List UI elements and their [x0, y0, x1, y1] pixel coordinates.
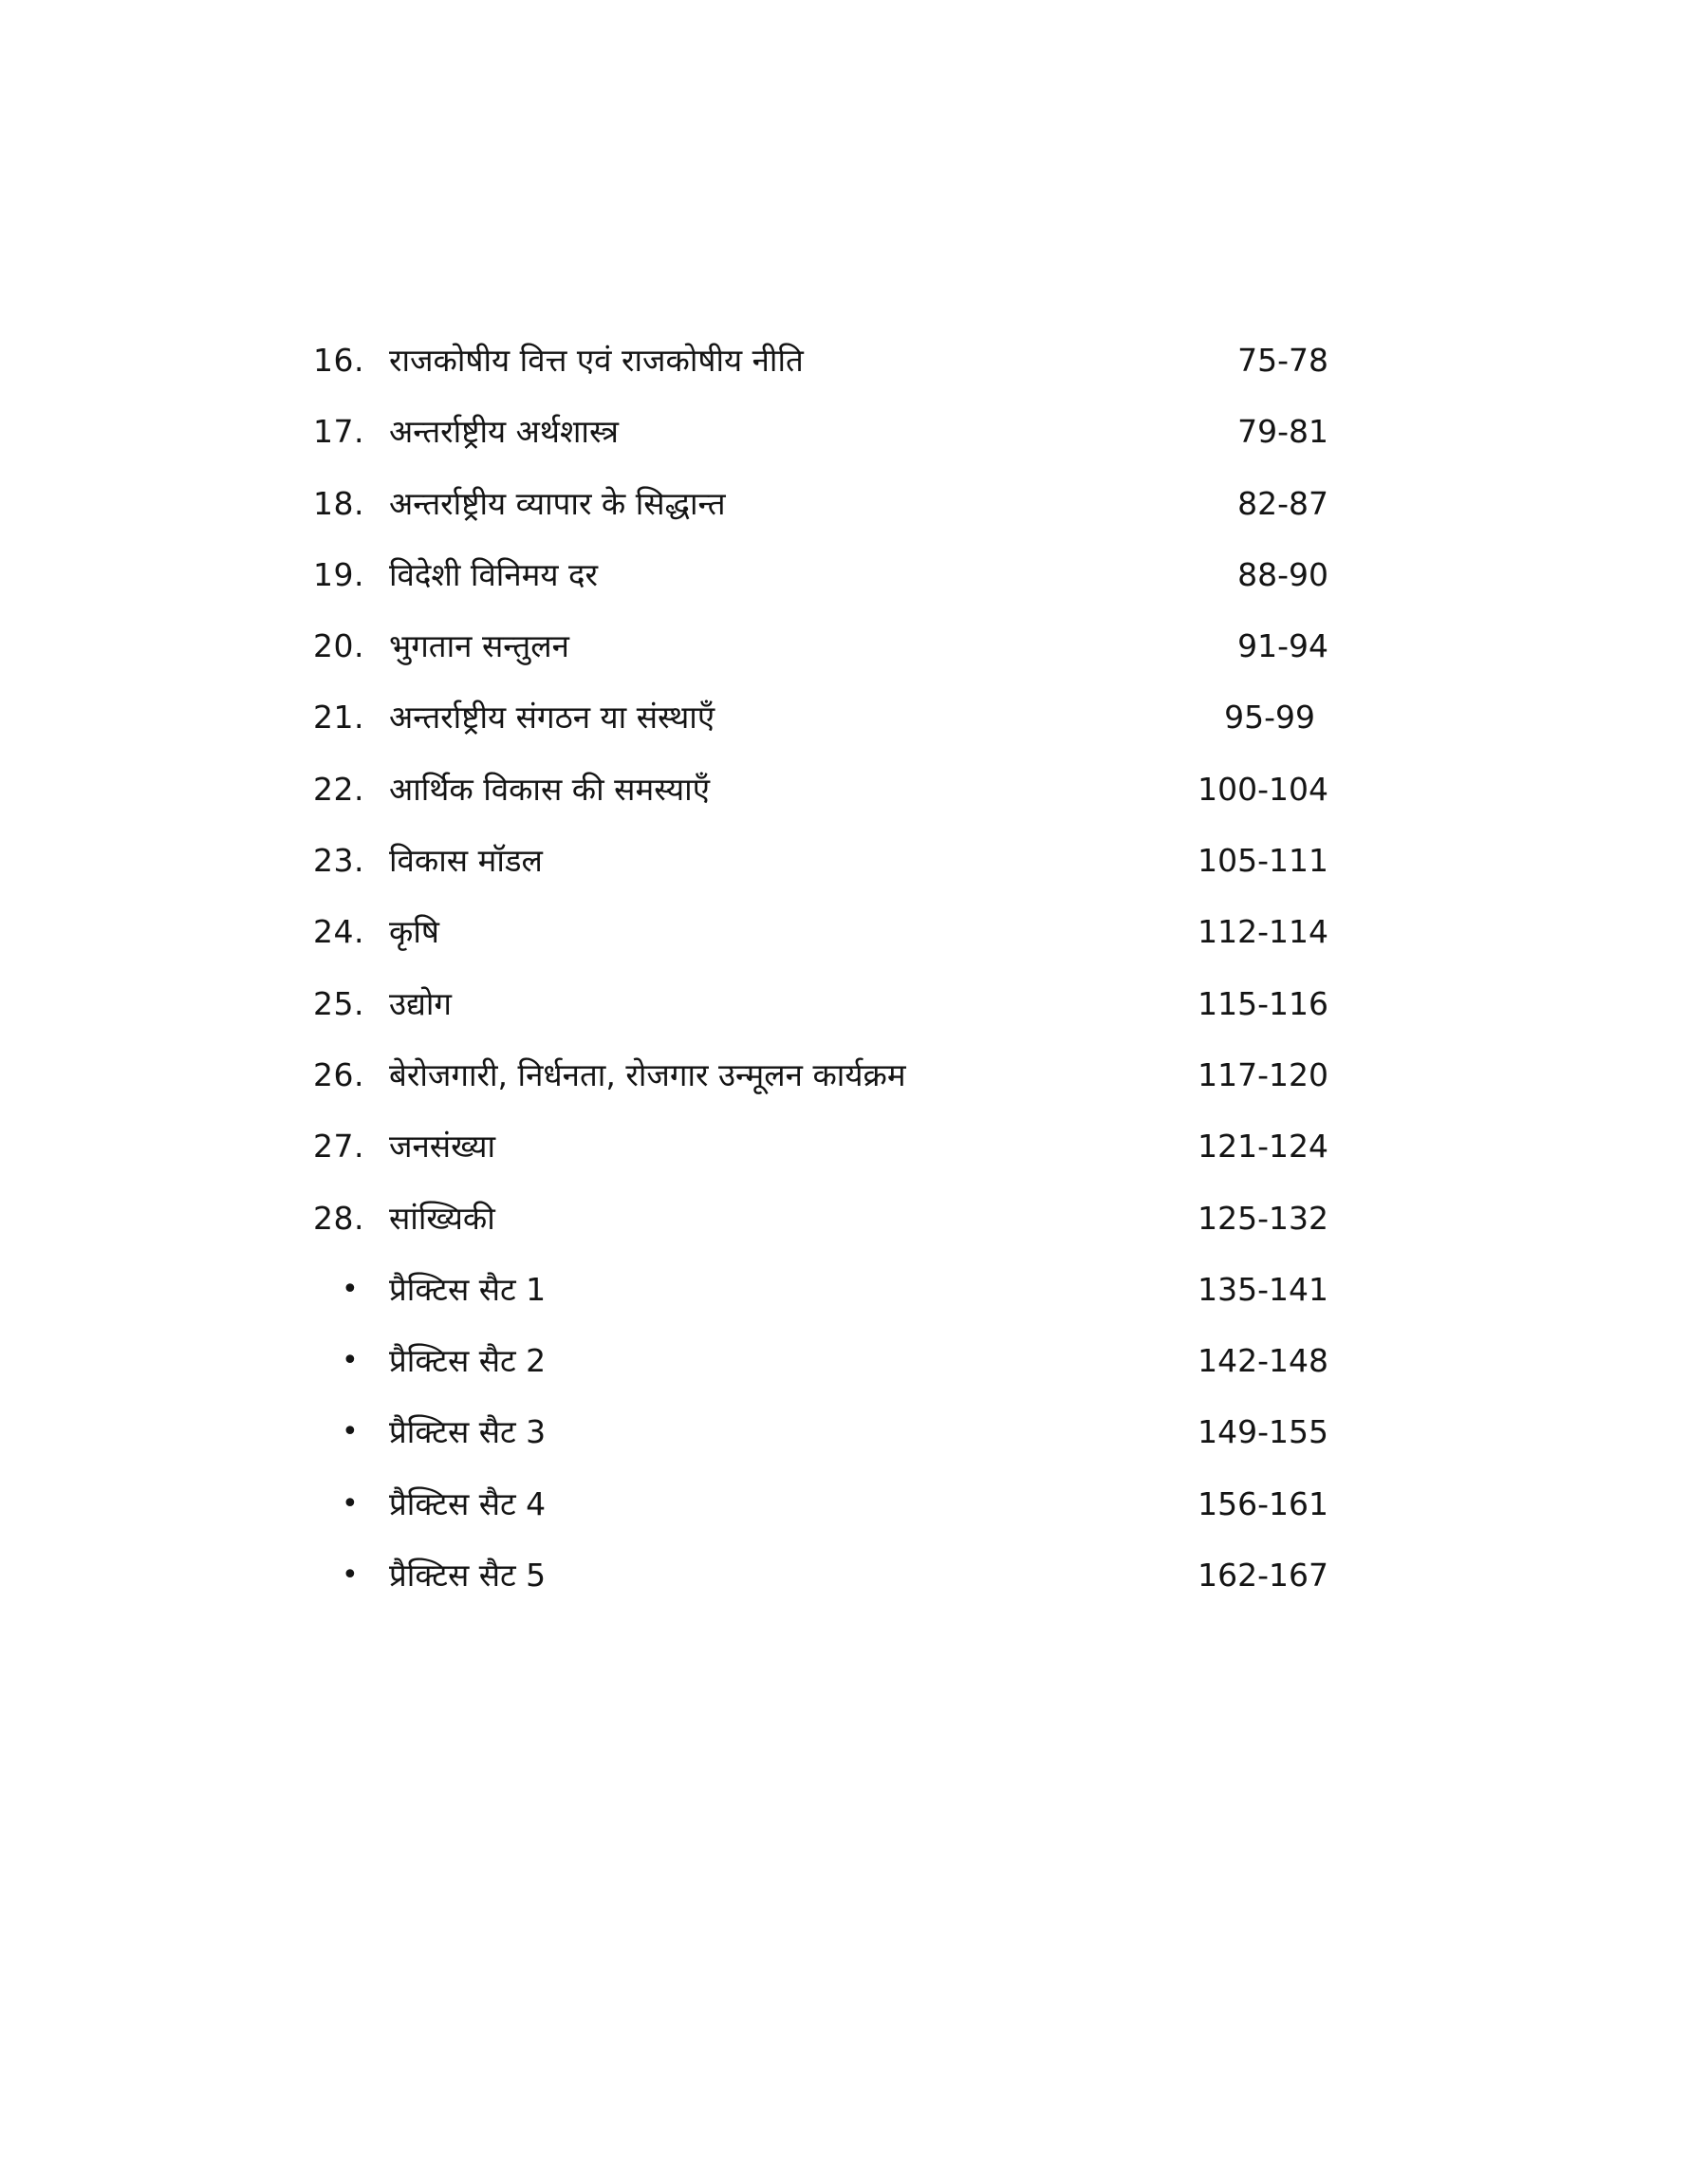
practice-set-title: प्रैक्टिस सैट 5 — [389, 1557, 547, 1595]
chapter-title: विदेशी विनिमय दर — [389, 555, 599, 593]
page-range: 79-81 — [1237, 413, 1328, 451]
page-range: 91-94 — [1237, 627, 1328, 665]
bullet-icon: • — [342, 1344, 359, 1378]
page-range: 121-124 — [1197, 1128, 1328, 1166]
toc-entry-19 — [313, 556, 1338, 627]
practice-set-title: प्रैक्टिस सैट 1 — [389, 1270, 547, 1308]
chapter-number: 24. — [313, 913, 364, 951]
chapter-number: 27. — [313, 1128, 364, 1166]
chapter-number: 26. — [313, 1055, 364, 1093]
page-range: 75-78 — [1237, 342, 1328, 379]
chapter-title: भुगतान सन्तुलन — [389, 627, 569, 665]
chapter-title: बेरोजगारी, निर्धनता, रोजगार उन्मूलन कार्यक्रम — [389, 1055, 906, 1093]
bullet-icon: • — [342, 1486, 359, 1521]
practice-set-entry-5 — [313, 1557, 1338, 1628]
page-range: 115-116 — [1197, 984, 1328, 1022]
page-range: 112-114 — [1197, 913, 1328, 951]
toc-entry-26 — [313, 1056, 1338, 1128]
chapter-number: 21. — [313, 699, 364, 737]
page-range: 117-120 — [1197, 1055, 1328, 1093]
chapter-number: 20. — [313, 627, 364, 665]
practice-set-title: प्रैक्टिस सैट 4 — [389, 1484, 547, 1522]
toc-entry-27 — [313, 1128, 1338, 1199]
practice-set-entry-2 — [313, 1342, 1338, 1413]
chapter-title: कृषि — [389, 913, 439, 951]
toc-entry-25 — [313, 985, 1338, 1056]
toc-entry-20 — [313, 627, 1338, 699]
toc-entry-23 — [313, 842, 1338, 913]
toc-entry-21 — [313, 699, 1338, 770]
page-range: 100-104 — [1197, 770, 1328, 808]
page-range: 162-167 — [1197, 1557, 1328, 1595]
chapter-title: राजकोषीय वित्त एवं राजकोषीय नीति — [389, 342, 804, 379]
practice-set-entry-3 — [313, 1413, 1338, 1484]
chapter-number: 16. — [313, 342, 364, 379]
toc-entry-28 — [313, 1200, 1338, 1271]
page-range: 82-87 — [1237, 484, 1328, 522]
chapter-title: जनसंख्या — [389, 1128, 496, 1166]
page-range: 135-141 — [1197, 1270, 1328, 1308]
toc-entry-24 — [313, 913, 1338, 984]
chapter-title: सांख्यिकी — [389, 1199, 495, 1237]
chapter-title: अन्तर्राष्ट्रीय अर्थशास्त्र — [389, 413, 620, 451]
practice-set-title: प्रैक्टिस सैट 2 — [389, 1342, 547, 1380]
page-range: 88-90 — [1237, 555, 1328, 593]
chapter-title: अन्तर्राष्ट्रीय संगठन या संस्थाएँ — [389, 699, 715, 737]
table-of-contents — [313, 342, 1338, 1628]
chapter-number: 22. — [313, 770, 364, 808]
bullet-icon: • — [342, 1415, 359, 1449]
chapter-number: 17. — [313, 413, 364, 451]
chapter-number: 25. — [313, 984, 364, 1022]
chapter-title: विकास मॉडल — [389, 842, 543, 880]
chapter-title: अन्तर्राष्ट्रीय व्यापार के सिद्धान्त — [389, 484, 726, 522]
chapter-number: 19. — [313, 555, 364, 593]
toc-entry-22 — [313, 771, 1338, 842]
chapter-title: आर्थिक विकास की समस्याएँ — [389, 770, 710, 808]
chapter-title: उद्योग — [389, 984, 452, 1022]
page-range: 142-148 — [1197, 1342, 1328, 1380]
page-range: 156-161 — [1197, 1484, 1328, 1522]
chapter-number: 23. — [313, 842, 364, 880]
page-range: 105-111 — [1197, 842, 1328, 880]
practice-set-title: प्रैक्टिस सैट 3 — [389, 1413, 547, 1451]
bullet-icon: • — [342, 1558, 359, 1593]
bullet-icon: • — [342, 1272, 359, 1306]
toc-entry-18 — [313, 485, 1338, 556]
practice-set-entry-4 — [313, 1485, 1338, 1557]
chapter-number: 18. — [313, 484, 364, 522]
toc-entry-17 — [313, 413, 1338, 484]
page-range: 125-132 — [1197, 1199, 1328, 1237]
page-range: 149-155 — [1197, 1413, 1328, 1451]
chapter-number: 28. — [313, 1199, 364, 1237]
toc-entry-16 — [313, 342, 1338, 413]
practice-set-entry-1 — [313, 1271, 1338, 1342]
page-range: 95-99 — [1224, 699, 1315, 737]
